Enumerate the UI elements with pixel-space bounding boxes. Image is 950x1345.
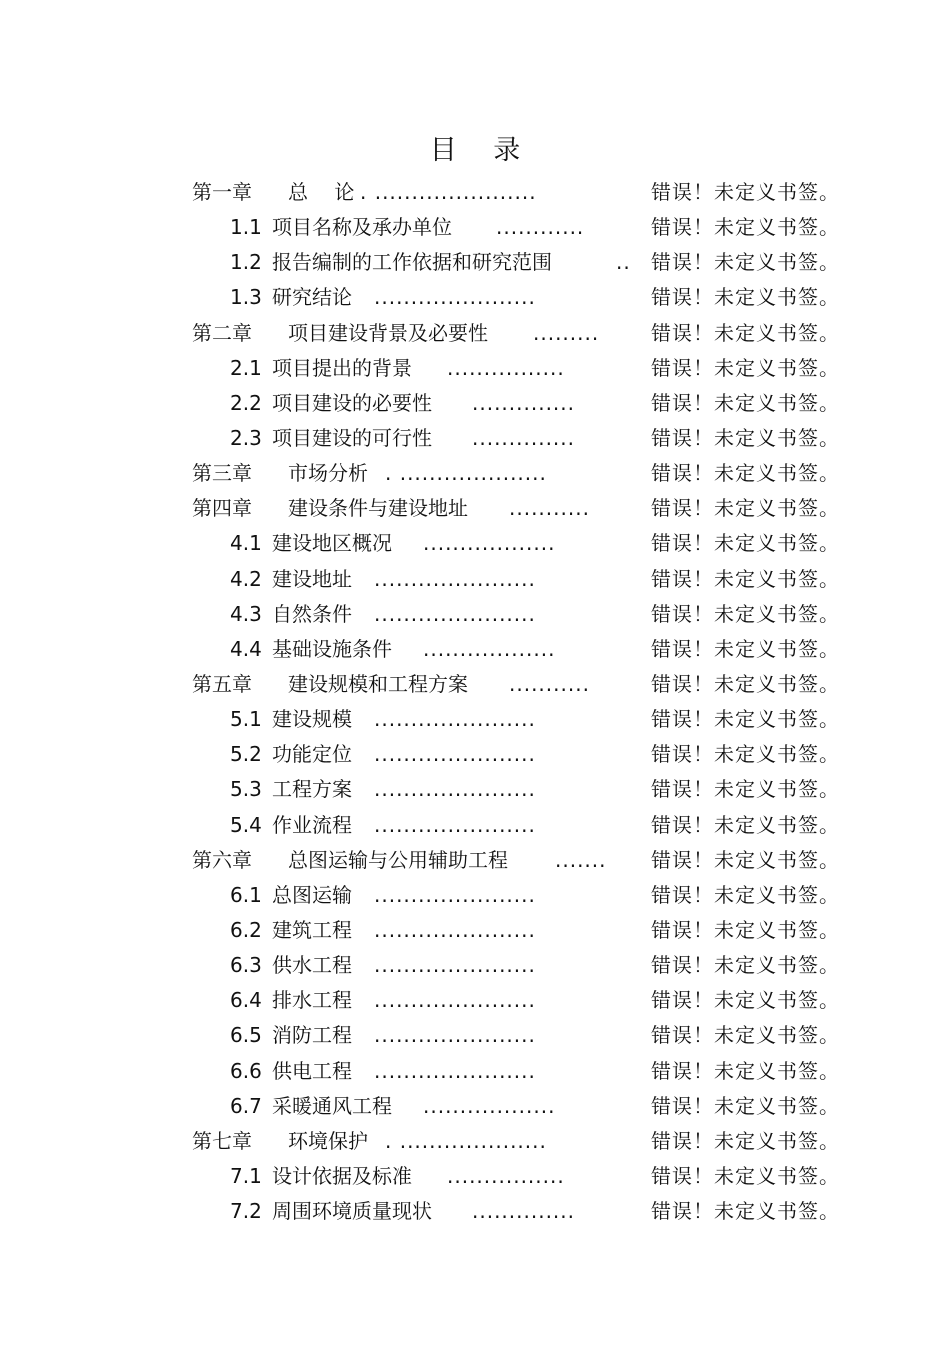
toc-page-reference: 错误！未定义书签。 (651, 707, 840, 732)
toc-page-reference: 错误！未定义书签。 (651, 425, 840, 450)
toc-entry-number: 5.1 (230, 707, 262, 732)
toc-entry-title: 环境保护 (288, 1128, 368, 1153)
toc-section-entry[interactable] (0, 1054, 950, 1089)
toc-entry-title: 建设地址 (272, 566, 352, 591)
toc-heading: 目 录 (429, 135, 535, 166)
toc-entry-title: 基础设施条件 (272, 636, 392, 661)
toc-page-reference: 错误！未定义书签。 (651, 496, 840, 521)
toc-entry-title: 自然条件 (272, 601, 352, 626)
toc-page-reference: 错误！未定义书签。 (651, 215, 840, 240)
toc-dot-leader: ........... (509, 671, 590, 696)
toc-entry-title: 周围环境质量现状 (272, 1199, 432, 1224)
toc-chapter-entry[interactable] (0, 491, 950, 526)
toc-page-reference: 错误！未定义书签。 (651, 566, 840, 591)
toc-entry-title: 功能定位 (272, 742, 352, 767)
toc-entry-title: 研究结论 (272, 285, 352, 310)
toc-entry-number: 6.4 (230, 988, 262, 1013)
toc-entry-number: 1.3 (230, 285, 262, 310)
toc-page-reference: 错误！未定义书签。 (651, 1199, 840, 1224)
toc-page-reference: 错误！未定义书签。 (651, 847, 840, 872)
toc-entry-title: 消防工程 (272, 1023, 352, 1048)
toc-dot-leader: ...................... (374, 601, 536, 626)
toc-entry-number: 4.3 (230, 601, 262, 626)
toc-page-reference: 错误！未定义书签。 (651, 531, 840, 556)
toc-dot-leader: ...................... (374, 1058, 536, 1083)
toc-dot-leader: .................. (423, 636, 556, 661)
toc-section-entry[interactable] (0, 878, 950, 913)
toc-entry-number: 1.2 (230, 250, 262, 275)
toc-dot-leader: . .................... (385, 461, 547, 486)
toc-entry-number: 第六章 (192, 847, 252, 872)
toc-entry-title: 建设条件与建设地址 (288, 496, 468, 521)
toc-entry-title: 项目建设的可行性 (272, 425, 432, 450)
toc-dot-leader: . .................... (385, 1128, 547, 1153)
toc-entry-number: 7.1 (230, 1163, 262, 1188)
toc-entry-number: 2.3 (230, 425, 262, 450)
toc-entry-number: 6.3 (230, 953, 262, 978)
toc-entry-title: 项目提出的背景 (272, 355, 412, 380)
toc-entry-title: 建设地区概况 (272, 531, 392, 556)
toc-dot-leader: .............. (472, 425, 576, 450)
toc-page-reference: 错误！未定义书签。 (651, 812, 840, 837)
toc-page-reference: 错误！未定义书签。 (651, 390, 840, 415)
toc-section-entry[interactable] (0, 632, 950, 667)
toc-dot-leader: ...................... (374, 917, 536, 942)
toc-page-reference: 错误！未定义书签。 (651, 285, 840, 310)
toc-entry-title: 建设规模和工程方案 (288, 671, 468, 696)
toc-dot-leader: ...................... (374, 707, 536, 732)
toc-entry-number: 5.3 (230, 777, 262, 802)
toc-entry-title: 供水工程 (272, 953, 352, 978)
table-of-contents (0, 175, 950, 1229)
toc-dot-leader: .............. (472, 390, 576, 415)
toc-dot-leader: .................. (423, 1093, 556, 1118)
toc-section-entry[interactable] (0, 280, 950, 315)
toc-entry-number: 2.1 (230, 355, 262, 380)
toc-dot-leader: ...................... (374, 812, 536, 837)
toc-section-entry[interactable] (0, 1159, 950, 1194)
toc-section-entry[interactable] (0, 913, 950, 948)
toc-dot-leader: ....... (555, 847, 607, 872)
toc-entry-number: 4.1 (230, 531, 262, 556)
toc-page-reference: 错误！未定义书签。 (651, 953, 840, 978)
toc-dot-leader: ...................... (374, 742, 536, 767)
toc-entry-title: 项目名称及承办单位 (272, 215, 452, 240)
toc-entry-title: 设计依据及标准 (272, 1163, 412, 1188)
toc-entry-title: 供电工程 (272, 1058, 352, 1083)
toc-entry-title: 采暖通风工程 (272, 1093, 392, 1118)
toc-chapter-entry[interactable] (0, 175, 950, 210)
toc-entry-title: 项目建设背景及必要性 (288, 320, 488, 345)
toc-section-entry[interactable] (0, 808, 950, 843)
toc-section-entry[interactable] (0, 772, 950, 807)
toc-entry-title: 总图运输 (272, 882, 352, 907)
toc-section-entry[interactable] (0, 737, 950, 772)
toc-page-reference: 错误！未定义书签。 (651, 917, 840, 942)
toc-dot-leader: ...................... (374, 777, 536, 802)
toc-chapter-entry[interactable] (0, 456, 950, 491)
toc-section-entry[interactable] (0, 210, 950, 245)
toc-page-reference: 错误！未定义书签。 (651, 988, 840, 1013)
toc-dot-leader: .................. (423, 531, 556, 556)
toc-section-entry[interactable] (0, 983, 950, 1018)
toc-entry-number: 2.2 (230, 390, 262, 415)
toc-dot-leader: ......... (533, 320, 600, 345)
toc-entry-title: 项目建设的必要性 (272, 390, 432, 415)
toc-entry-title: 建筑工程 (272, 917, 352, 942)
toc-dot-leader: ...................... (374, 566, 536, 591)
toc-dot-leader: ...................... (374, 882, 536, 907)
toc-entry-title: 作业流程 (272, 812, 352, 837)
toc-section-entry[interactable] (0, 597, 950, 632)
toc-entry-number: 1.1 (230, 215, 262, 240)
toc-entry-number: 6.5 (230, 1023, 262, 1048)
toc-page-reference: 错误！未定义书签。 (651, 742, 840, 767)
toc-page-reference: 错误！未定义书签。 (651, 777, 840, 802)
toc-entry-number: 第三章 (192, 461, 252, 486)
toc-section-entry[interactable] (0, 351, 950, 386)
toc-page-reference: 错误！未定义书签。 (651, 1023, 840, 1048)
toc-dot-leader: . ...................... (360, 180, 537, 204)
toc-dot-leader: ........... (509, 496, 590, 521)
toc-page-reference: 错误！未定义书签。 (651, 636, 840, 661)
toc-entry-title: 建设规模 (272, 707, 352, 732)
toc-entry-number: 第七章 (192, 1128, 252, 1153)
toc-page-reference: 错误！未定义书签。 (651, 180, 840, 204)
toc-section-entry[interactable] (0, 421, 950, 456)
toc-dot-leader: ...................... (374, 953, 536, 978)
toc-entry-title: 报告编制的工作依据和研究范围 (272, 250, 552, 275)
toc-page-reference: 错误！未定义书签。 (651, 1163, 840, 1188)
toc-section-entry[interactable] (0, 702, 950, 737)
toc-chapter-entry[interactable] (0, 1124, 950, 1159)
toc-dot-leader: ...................... (374, 285, 536, 310)
toc-page-reference: 错误！未定义书签。 (651, 355, 840, 380)
toc-page-reference: 错误！未定义书签。 (651, 250, 840, 275)
toc-page-reference: 错误！未定义书签。 (651, 671, 840, 696)
toc-page-reference: 错误！未定义书签。 (651, 1093, 840, 1118)
toc-section-entry[interactable] (0, 526, 950, 561)
toc-page-reference: 错误！未定义书签。 (651, 1058, 840, 1083)
toc-dot-leader: .............. (472, 1199, 576, 1224)
toc-entry-number: 第二章 (192, 320, 252, 345)
toc-entry-number: 4.2 (230, 566, 262, 591)
toc-page-reference: 错误！未定义书签。 (651, 320, 840, 345)
toc-page-reference: 错误！未定义书签。 (651, 461, 840, 486)
toc-dot-leader: ................ (447, 1163, 565, 1188)
toc-page-reference: 错误！未定义书签。 (651, 601, 840, 626)
toc-entry-number: 第五章 (192, 671, 252, 696)
toc-dot-leader: ............ (496, 215, 585, 240)
toc-entry-title: 市场分析 (288, 461, 368, 486)
toc-entry-title: 工程方案 (272, 777, 352, 802)
toc-dot-leader: ...................... (374, 988, 536, 1013)
toc-entry-number: 4.4 (230, 636, 262, 661)
toc-entry-number: 6.7 (230, 1093, 262, 1118)
toc-dot-leader: .. (616, 250, 631, 275)
toc-section-entry[interactable] (0, 386, 950, 421)
toc-page-reference: 错误！未定义书签。 (651, 882, 840, 907)
toc-entry-number: 第一章 (192, 180, 252, 204)
toc-section-entry[interactable] (0, 562, 950, 597)
toc-entry-number: 6.6 (230, 1058, 262, 1083)
toc-section-entry[interactable] (0, 1194, 950, 1229)
toc-entry-title: 总图运输与公用辅助工程 (288, 847, 508, 872)
toc-entry-number: 6.2 (230, 917, 262, 942)
toc-chapter-entry[interactable] (0, 667, 950, 702)
toc-section-entry[interactable] (0, 1089, 950, 1124)
toc-page-reference: 错误！未定义书签。 (651, 1128, 840, 1153)
toc-entry-number: 7.2 (230, 1199, 262, 1224)
toc-chapter-entry[interactable] (0, 316, 950, 351)
toc-entry-number: 5.2 (230, 742, 262, 767)
toc-section-entry[interactable] (0, 1018, 950, 1053)
toc-chapter-entry[interactable] (0, 843, 950, 878)
toc-section-entry[interactable] (0, 948, 950, 983)
toc-dot-leader: ...................... (374, 1023, 536, 1048)
toc-entry-title: 排水工程 (272, 988, 352, 1013)
toc-dot-leader: ................ (447, 355, 565, 380)
toc-entry-number: 6.1 (230, 882, 262, 907)
toc-entry-number: 第四章 (192, 496, 252, 521)
toc-section-entry[interactable] (0, 245, 950, 280)
toc-entry-title: 总 论 (288, 180, 355, 204)
toc-entry-number: 5.4 (230, 812, 262, 837)
